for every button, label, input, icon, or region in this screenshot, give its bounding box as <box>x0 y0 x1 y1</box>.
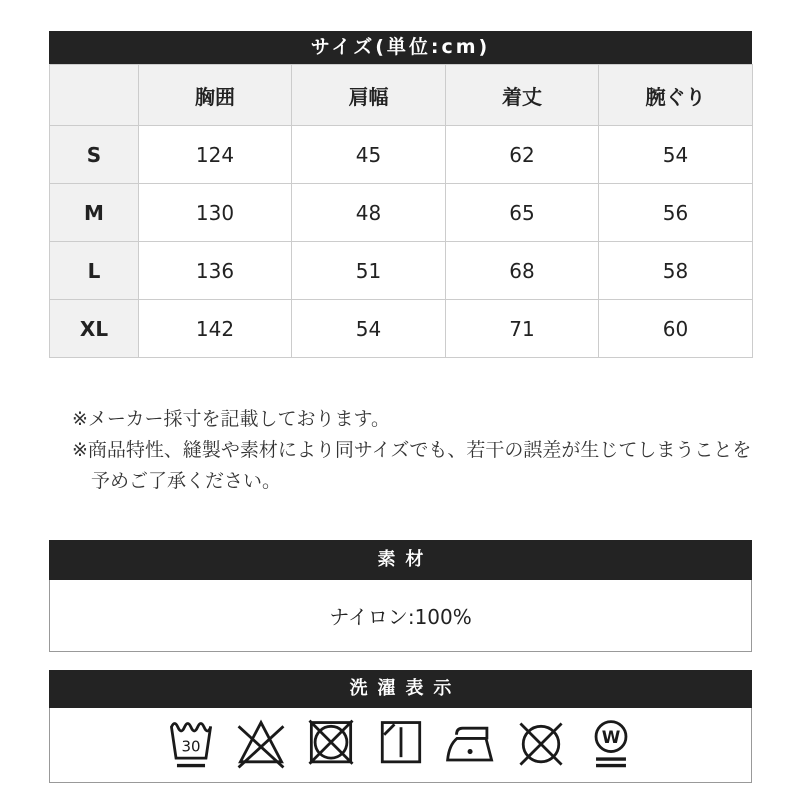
size-value: 71 <box>446 300 599 358</box>
size-value: 136 <box>139 242 292 300</box>
note-line: ※商品特性、縫製や素材により同サイズでも、若干の誤差が生じてしまうことを予めご了承ください。 <box>72 438 752 492</box>
col-header-length: 着丈 <box>446 65 599 126</box>
size-value: 48 <box>292 184 446 242</box>
size-value: 58 <box>599 242 753 300</box>
size-table-title: サイズ(単位:cm) <box>49 31 752 64</box>
wet-clean-very-gentle-icon <box>584 716 638 774</box>
size-table-header-row <box>50 65 753 126</box>
size-row-s <box>50 126 753 184</box>
size-value: 124 <box>139 126 292 184</box>
size-value: 51 <box>292 242 446 300</box>
col-header-armhole: 腕ぐり <box>599 65 753 126</box>
no-tumble-dry-icon <box>304 716 358 774</box>
size-row-l <box>50 242 753 300</box>
size-value: 62 <box>446 126 599 184</box>
size-value: 54 <box>599 126 753 184</box>
iron-low-heat-icon <box>444 716 498 774</box>
size-table <box>49 64 753 358</box>
size-row-m <box>50 184 753 242</box>
size-value: 142 <box>139 300 292 358</box>
size-label: M <box>50 184 139 242</box>
size-label: L <box>50 242 139 300</box>
no-bleach-icon <box>234 716 288 774</box>
size-value: 65 <box>446 184 599 242</box>
line-dry-in-shade-icon <box>374 716 428 774</box>
measurement-notes <box>72 404 754 496</box>
col-header-shoulder: 肩幅 <box>292 65 446 126</box>
size-value: 60 <box>599 300 753 358</box>
svg-text:30: 30 <box>180 737 201 756</box>
laundry-title: 洗濯表示 <box>49 670 752 708</box>
material-section <box>49 540 752 652</box>
note-line: ※メーカー採寸を記載しております。 <box>72 408 391 430</box>
material-value: ナイロン:100% <box>49 580 752 652</box>
laundry-icons-row <box>49 708 752 783</box>
no-dry-clean-icon <box>514 716 568 774</box>
size-value: 54 <box>292 300 446 358</box>
size-value: 130 <box>139 184 292 242</box>
size-value: 68 <box>446 242 599 300</box>
size-value: 45 <box>292 126 446 184</box>
material-title: 素材 <box>49 540 752 580</box>
svg-text:W: W <box>601 727 620 748</box>
corner-cell <box>50 65 139 126</box>
size-value: 56 <box>599 184 753 242</box>
size-row-xl <box>50 300 753 358</box>
size-label: XL <box>50 300 139 358</box>
size-label: S <box>50 126 139 184</box>
col-header-chest: 胸囲 <box>139 65 292 126</box>
wash-30-gentle-icon <box>164 716 218 774</box>
size-table-section <box>49 31 752 358</box>
laundry-section <box>49 670 752 783</box>
